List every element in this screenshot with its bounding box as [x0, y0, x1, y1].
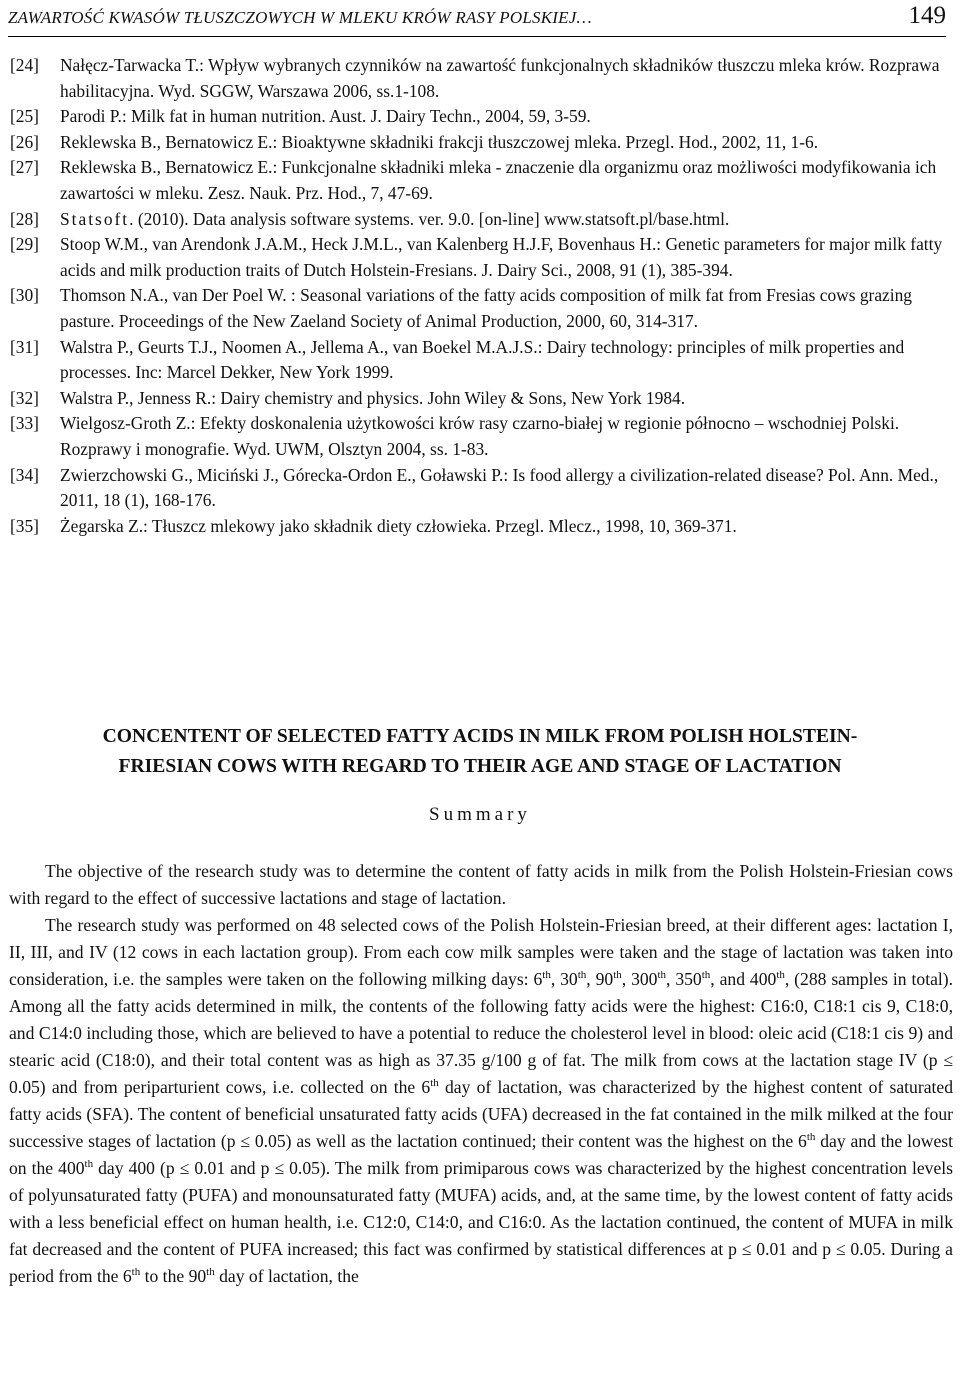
- summary-text: , 30: [550, 969, 578, 989]
- reference-text-rest: . (2010). Data analysis software systems. ver. 9.0. [on-line] www.statsoft.pl/base.html.: [129, 208, 730, 229]
- reference-text: Parodi P.: Milk fat in human nutrition. Aust. J. Dairy Techn., 2004, 59, 3-59.: [60, 106, 591, 127]
- superscript: th: [657, 969, 667, 982]
- reference-text: Reklewska B., Bernatowicz E.: Funkcjonalne składniki mleka - znaczenie dla organizmu oraz możliwości modyfikowania ich zawartości w mleku. Zesz. Nauk. Prz. Hod., 7, 47-69.: [60, 157, 937, 203]
- reference-item: [10, 514, 954, 540]
- reference-text: Nałęcz-Tarwacka T.: Wpływ wybranych czynników na zawartość funkcjonalnych składników tłuszczu mleka krów. Rozprawa habilitacyjna. Wyd. SGGW, Warszawa 2006, ss.1-108.: [60, 55, 940, 101]
- reference-item: [10, 232, 954, 283]
- reference-text: [60, 207, 954, 233]
- reference-list: [10, 53, 954, 539]
- reference-text: Żegarska Z.: Tłuszcz mlekowy jako składnik diety człowieka. Przegl. Mlecz., 1998, 10, 369-371.: [60, 515, 737, 536]
- superscript: th: [206, 1266, 215, 1279]
- superscript: th: [84, 1158, 94, 1171]
- reference-item: [10, 207, 954, 233]
- reference-text: Walstra P., Geurts T.J., Noomen A., Jellema A., van Boekel M.A.J.S.: Dairy technology: principles of milk properties and processes. Inc: Marcel Dekker, New York 1999.: [60, 336, 905, 383]
- summary-text: , 90: [586, 969, 614, 989]
- reference-number: [29]: [10, 234, 39, 255]
- superscript: th: [701, 969, 711, 982]
- summary-paragraph: [9, 912, 953, 1290]
- reference-number: [25]: [10, 106, 39, 127]
- running-title: ZAWARTOŚĆ KWASÓW TŁUSZCZOWYCH W MLEKU KRÓW RASY POLSKIEJ…: [8, 8, 592, 27]
- reference-text: Thomson N.A., van Der Poel W. : Seasonal variations of the fatty acids composition of milk fat from Fresias cows grazing pasture. Proceedings of the New Zaeland Society of Animal Production, 2000, 60, 314-317.: [60, 285, 912, 331]
- superscript: th: [776, 969, 785, 982]
- superscript: th: [430, 1077, 439, 1090]
- reference-number: [30]: [10, 285, 39, 306]
- superscript: th: [806, 1131, 816, 1144]
- reference-item: [10, 130, 954, 156]
- reference-text: Wielgosz-Groth Z.: Efekty doskonalenia użytkowości krów rasy czarno-białej w regionie północno – wschodniej Polski. Rozprawy i monografie. Wyd. UWM, Olsztyn 2004, ss. 1-83.: [60, 413, 900, 459]
- reference-item: [10, 104, 954, 130]
- reference-item: [10, 386, 954, 412]
- summary-heading: Summary: [429, 804, 531, 825]
- running-header: [8, 2, 946, 37]
- summary-text: , (288 samples in total). Among all the fatty acids determined in milk, the contents of the following fatty acids were the highest: C16:0, C18:1 cis 9, C18:0, and C14:0 including those, which are believed to have a potential to reduce the cholesterol level in blood: oleic acid (C18:1 cis 9) and stearic acid (C18:0), and their total content was as high as 37.35 g/100 g of fat. The milk from cows at the lactation stage IV (p ≤ 0.05) and from periparturient cows, i.e. collected on the 6: [9, 969, 954, 1097]
- superscript: th: [131, 1266, 141, 1279]
- superscript: th: [542, 969, 551, 982]
- summary-text: , 350: [666, 969, 702, 989]
- article-title-line: CONCENTENT OF SELECTED FATTY ACIDS IN MILK FROM POLISH HOLSTEIN-: [102, 726, 858, 747]
- summary-text: day 400 (p ≤ 0.01 and p ≤ 0.05). The milk from primiparous cows was characterized by the highest concentration levels of polyunsaturated fatty (PUFA) and monounsaturated fatty (MUFA) acids, and, at the same time, by the lowest content of fatty acids with a less beneficial effect on human health, i.e. C12:0, C14:0, and C16:0. As the lactation continued, the content of MUFA in milk fat decreased and the content of PUFA increased; this fact was confirmed by statistical differences at p ≤ 0.01 and p ≤ 0.05. During a period from the 6: [9, 1158, 954, 1286]
- reference-item: [10, 53, 954, 104]
- page-number: 149: [908, 2, 946, 29]
- reference-text: Stoop W.M., van Arendonk J.A.M., Heck J.M.L., van Kalenberg H.J.F, Bovenhaus H.: Genetic parameters for major milk fatty acids and milk production traits of Dutch Holstein-Fresians. J. Dairy Sci., 2008, 91 (1), 385-394.: [60, 234, 943, 280]
- reference-item: [10, 335, 954, 386]
- summary-text: The research study was performed on 48 selected cows of the Polish Holstein-Friesian breed, at their different ages: lactation I, II, III, and IV (12 cows in each lactation group). From each cow milk samples were taken and the stage of lactation was taken into consideration, i.e. the samples were taken on the following milking days: 6: [9, 915, 953, 989]
- summary-text: day of lactation, was characterized by the highest content of saturated fatty acids (SFA). The content of beneficial unsaturated fatty acids (UFA) decreased in the fat contained in the milk milked at the four successive stages of lactation (p ≤ 0.05) as well as the lactation continued; their content was the highest on the 6: [9, 1077, 953, 1151]
- reference-number: [27]: [10, 157, 39, 178]
- reference-number: [28]: [10, 208, 39, 229]
- reference-item: [10, 283, 954, 334]
- reference-text: Reklewska B., Bernatowicz E.: Bioaktywne składniki frakcji tłuszczowej mleka. Przegl. Hod., 2002, 11, 1-6.: [60, 131, 819, 152]
- summary-text: , 300: [621, 969, 658, 989]
- reference-number: [31]: [10, 336, 39, 357]
- reference-author: Statsoft: [60, 208, 130, 229]
- summary-text: , and 400: [710, 969, 777, 989]
- reference-number: [32]: [10, 387, 39, 408]
- article-title-line: FRIESIAN COWS WITH REGARD TO THEIR AGE AND STAGE OF LACTATION: [118, 756, 842, 777]
- superscript: th: [577, 969, 587, 982]
- reference-number: [33]: [10, 413, 39, 434]
- summary-text: day and the lowest on the 400: [9, 1131, 954, 1178]
- summary-body: [9, 858, 953, 1290]
- summary-paragraph: The objective of the research study was to determine the content of fatty acids in milk from the Polish Holstein-Friesian cows with regard to the effect of successive lactations and stage of lactation.: [9, 861, 953, 908]
- article-title: [0, 722, 960, 782]
- summary-text: to the 90: [140, 1266, 207, 1286]
- reference-item: [10, 155, 954, 206]
- reference-number: [24]: [10, 55, 39, 75]
- reference-item: [10, 411, 954, 462]
- reference-text: Zwierzchowski G., Miciński J., Górecka-Ordon E., Goławski P.: Is food allergy a civilization-related disease? Pol. Ann. Med., 2011, 18 (1), 168-176.: [60, 464, 939, 511]
- reference-text: Walstra P., Jenness R.: Dairy chemistry and physics. John Wiley & Sons, New York 1984.: [60, 387, 686, 408]
- reference-number: [26]: [10, 131, 39, 152]
- reference-item: [10, 463, 954, 514]
- reference-number: [34]: [10, 464, 39, 485]
- reference-number: [35]: [10, 515, 39, 536]
- superscript: th: [613, 969, 622, 982]
- summary-text: day of lactation, the: [214, 1266, 359, 1286]
